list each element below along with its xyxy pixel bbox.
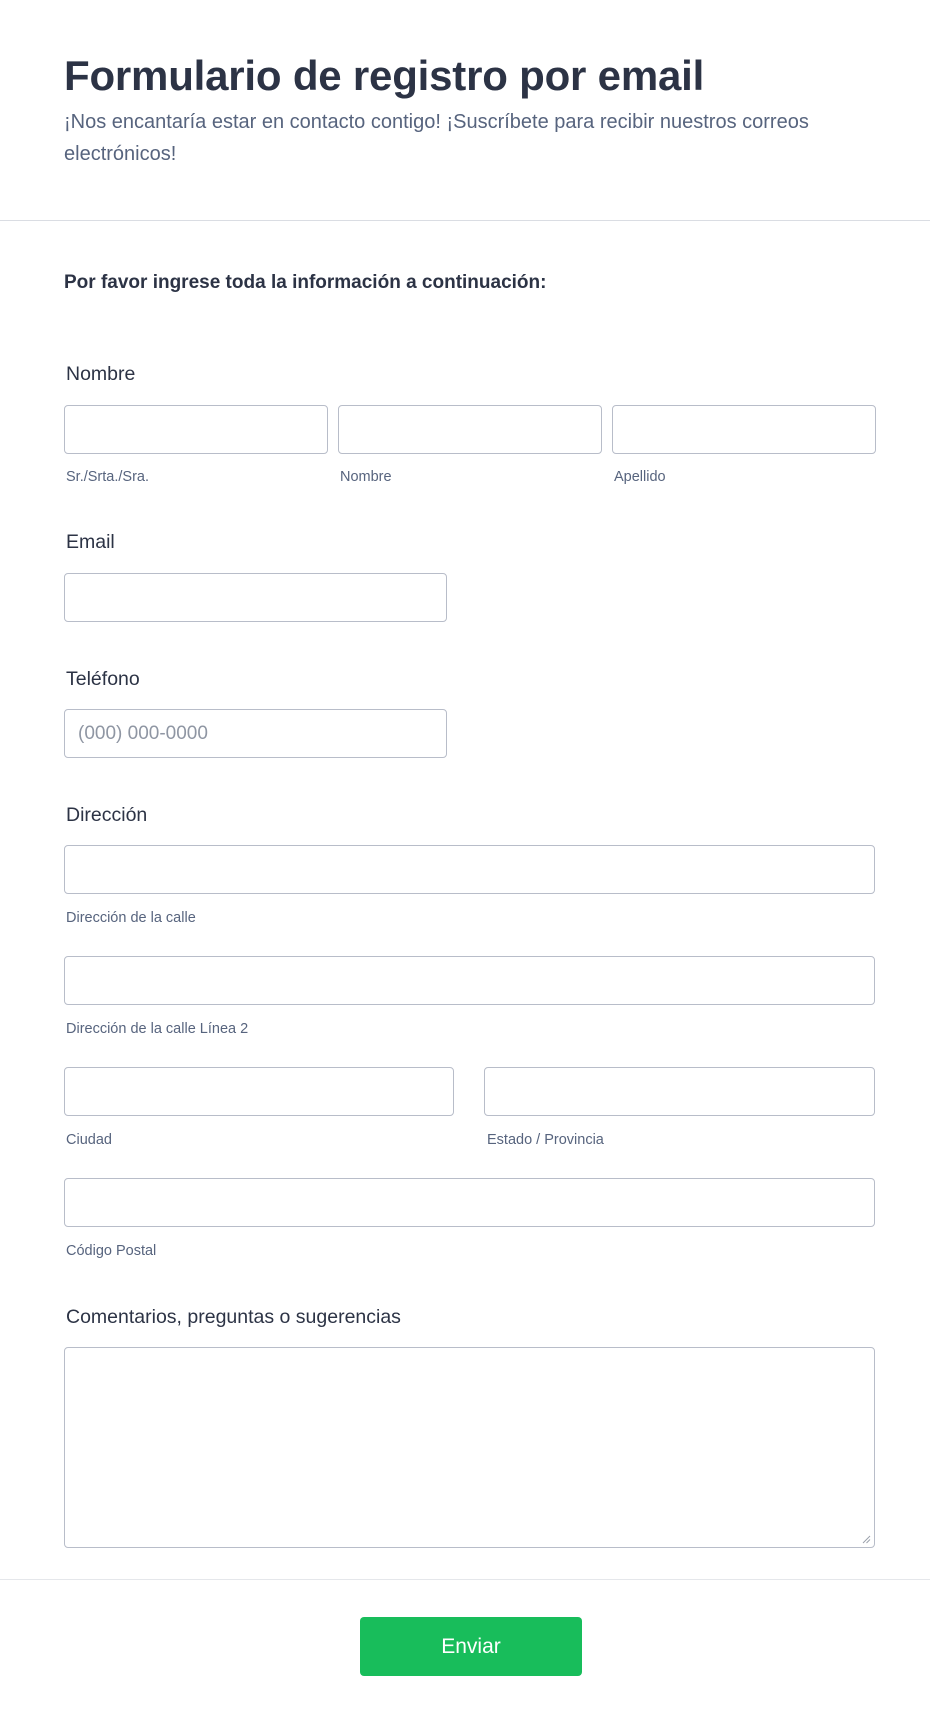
section-heading: Por favor ingrese toda la información a continuación: <box>64 272 547 293</box>
street-address-sublabel: Dirección de la calle <box>66 910 196 926</box>
form-header <box>0 0 930 221</box>
email-field[interactable] <box>64 573 447 622</box>
last-name-input[interactable] <box>612 405 876 454</box>
state-sublabel: Estado / Provincia <box>487 1132 604 1148</box>
street-address-input[interactable] <box>64 845 875 894</box>
street-address-line2-input[interactable] <box>64 956 875 1005</box>
phone-field[interactable] <box>64 709 447 758</box>
form-title: Formulario de registro por email <box>64 52 705 99</box>
footer-divider <box>0 1579 930 1580</box>
name-label: Nombre <box>66 363 136 385</box>
postal-code-input[interactable] <box>64 1178 875 1227</box>
first-name-input[interactable] <box>338 405 602 454</box>
city-input[interactable] <box>64 1067 454 1116</box>
address-label: Dirección <box>66 804 148 826</box>
first-name-sublabel: Nombre <box>340 469 392 485</box>
name-prefix-sublabel: Sr./Srta./Sra. <box>66 469 149 485</box>
name-prefix-input[interactable] <box>64 405 328 454</box>
last-name-sublabel: Apellido <box>614 469 666 485</box>
postal-code-sublabel: Código Postal <box>66 1243 157 1259</box>
submit-button[interactable]: Enviar <box>360 1617 582 1676</box>
resize-grip-icon[interactable] <box>861 1534 871 1544</box>
comments-label: Comentarios, preguntas o sugerencias <box>66 1306 401 1328</box>
comments-textarea[interactable] <box>64 1347 875 1548</box>
street-address-line2-sublabel: Dirección de la calle Línea 2 <box>66 1021 249 1037</box>
state-input[interactable] <box>484 1067 875 1116</box>
email-label: Email <box>66 531 115 553</box>
phone-label: Teléfono <box>66 668 140 690</box>
form-subtitle: ¡Nos encantaría estar en contacto contigo! ¡Suscríbete para recibir nuestros correos electrónicos! <box>64 111 809 165</box>
city-sublabel: Ciudad <box>66 1132 112 1148</box>
